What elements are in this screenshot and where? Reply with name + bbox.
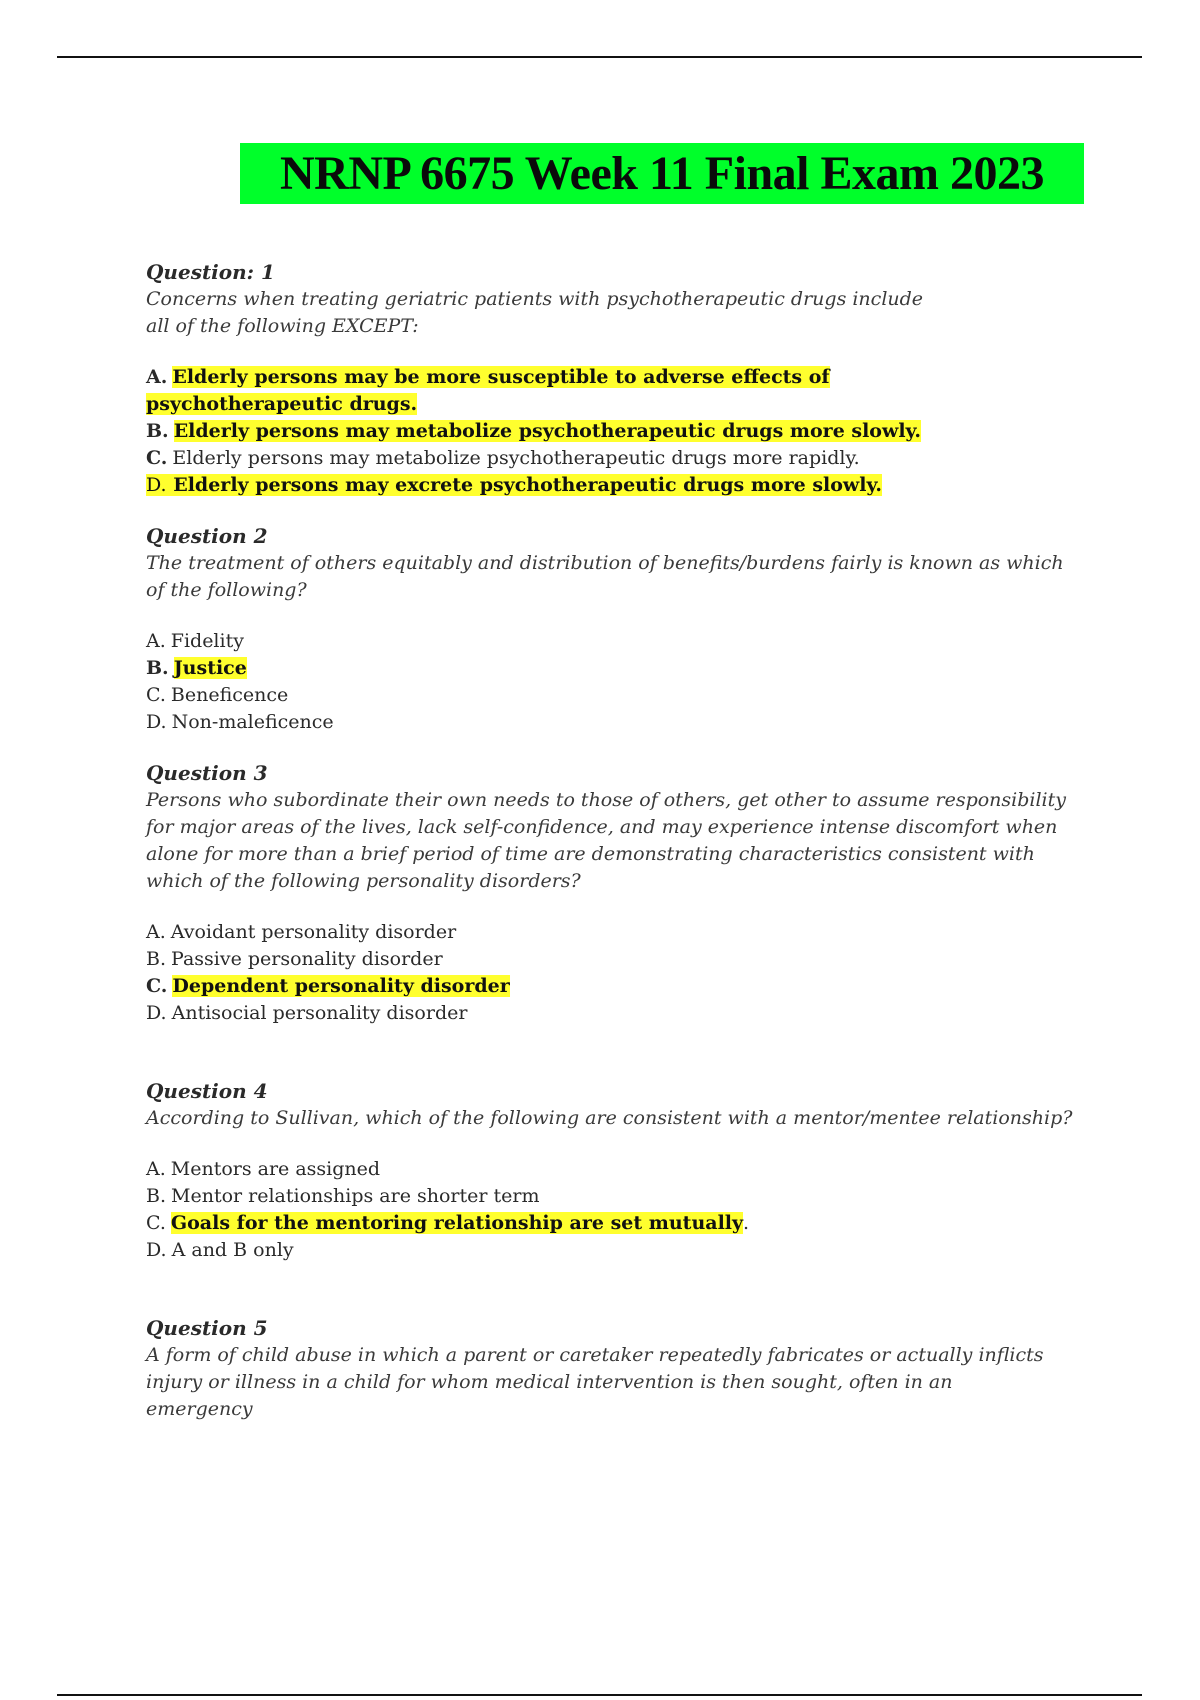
top-rule (57, 56, 1142, 58)
option-d (146, 1237, 1086, 1264)
option-text: Avoidant personality disorder (170, 921, 457, 943)
option-text: Beneficence (170, 684, 289, 706)
option-letter: D. (146, 1239, 167, 1261)
option-b (146, 946, 1086, 973)
question-label: Question: 1 (146, 260, 275, 284)
option-letter: D. (146, 1002, 167, 1024)
option-period: . (743, 1212, 750, 1234)
question-5 (146, 1314, 1086, 1423)
option-d (146, 1000, 1086, 1027)
option-text-highlighted: Elderly persons may be more susceptible to adverse effects of psychotherapeutic drugs. (146, 366, 830, 415)
question-1 (146, 258, 1086, 499)
bottom-rule (57, 1694, 1142, 1696)
option-text-highlighted: Elderly persons may excrete psychotherapeutic drugs more slowly. (173, 474, 882, 496)
option-b (146, 655, 1086, 682)
question-label: Question 2 (146, 524, 268, 548)
option-text: Mentor relationships are shorter term (171, 1185, 540, 1207)
option-a (146, 628, 1086, 655)
option-letter: B. (146, 948, 167, 970)
question-text: According to Sullivan, which of the following are consistent with a mentor/mentee relationship? (146, 1107, 1073, 1129)
question-text: Persons who subordinate their own needs to those of others, get other to assume responsibility for major areas of the lives, lack self-confidence, and may experience intense discomfort when alone for more than a brief period of time are demonstrating characteristics consistent with which of the following personality disorders? (146, 789, 1066, 892)
option-letter: D. (146, 474, 167, 496)
option-text: Antisocial personality disorder (171, 1002, 468, 1024)
question-4 (146, 1077, 1086, 1264)
title-highlight (240, 143, 1084, 204)
option-text: A and B only (171, 1239, 294, 1261)
question-2 (146, 522, 1086, 736)
option-letter: C. (146, 684, 166, 706)
option-letter: A. (146, 1158, 166, 1180)
option-letter: C. (146, 447, 168, 469)
option-letter: A. (146, 921, 166, 943)
option-text-highlighted: Elderly persons may metabolize psychotherapeutic drugs more slowly. (173, 420, 922, 442)
question-label: Question 3 (146, 761, 268, 785)
option-a (146, 1156, 1086, 1183)
option-letter: D. (146, 711, 167, 733)
question-label: Question 5 (146, 1316, 268, 1340)
option-letter: C. (146, 975, 168, 997)
option-text: Fidelity (170, 630, 244, 652)
option-c (146, 445, 1086, 472)
option-c (146, 1210, 1086, 1237)
option-c (146, 973, 1086, 1000)
answer-options (146, 1156, 1086, 1264)
option-text: Elderly persons may metabolize psychotherapeutic drugs more rapidly. (172, 447, 860, 469)
option-d (146, 709, 1086, 736)
option-a (146, 364, 1006, 418)
option-text-highlighted: Goals for the mentoring relationship are set mutually (170, 1212, 744, 1234)
answer-options (146, 628, 1086, 736)
option-letter: C. (146, 1212, 166, 1234)
option-text-highlighted: Dependent personality disorder (172, 975, 510, 997)
option-letter: A. (146, 630, 166, 652)
option-b (146, 1183, 1086, 1210)
answer-options (146, 364, 1086, 499)
option-text: Non-maleficence (171, 711, 334, 733)
option-text: Passive personality disorder (171, 948, 443, 970)
option-letter: B. (146, 1185, 167, 1207)
question-3 (146, 759, 1086, 1027)
question-text: Concerns when treating geriatric patients with psychotherapeutic drugs include all of the following EXCEPT: (146, 288, 924, 337)
option-letter: A. (146, 366, 168, 388)
option-d (146, 472, 1086, 499)
question-text: The treatment of others equitably and distribution of benefits/burdens fairly is known as which of the following? (146, 552, 1064, 601)
document-title: NRNP 6675 Week 11 Final Exam 2023 (280, 147, 1044, 200)
option-c (146, 682, 1086, 709)
question-text: A form of child abuse in which a parent or caretaker repeatedly fabricates or actually inflicts injury or illness in a child for whom medical intervention is then sought, often in an emergency (146, 1344, 1044, 1420)
option-text: Mentors are assigned (170, 1158, 381, 1180)
option-b (146, 418, 1086, 445)
option-text-highlighted: Justice (173, 657, 247, 679)
option-letter: B. (146, 657, 169, 679)
answer-options (146, 919, 1086, 1027)
option-letter: B. (146, 420, 169, 442)
exam-content (146, 258, 1086, 1423)
option-a (146, 919, 1086, 946)
question-label: Question 4 (146, 1079, 268, 1103)
